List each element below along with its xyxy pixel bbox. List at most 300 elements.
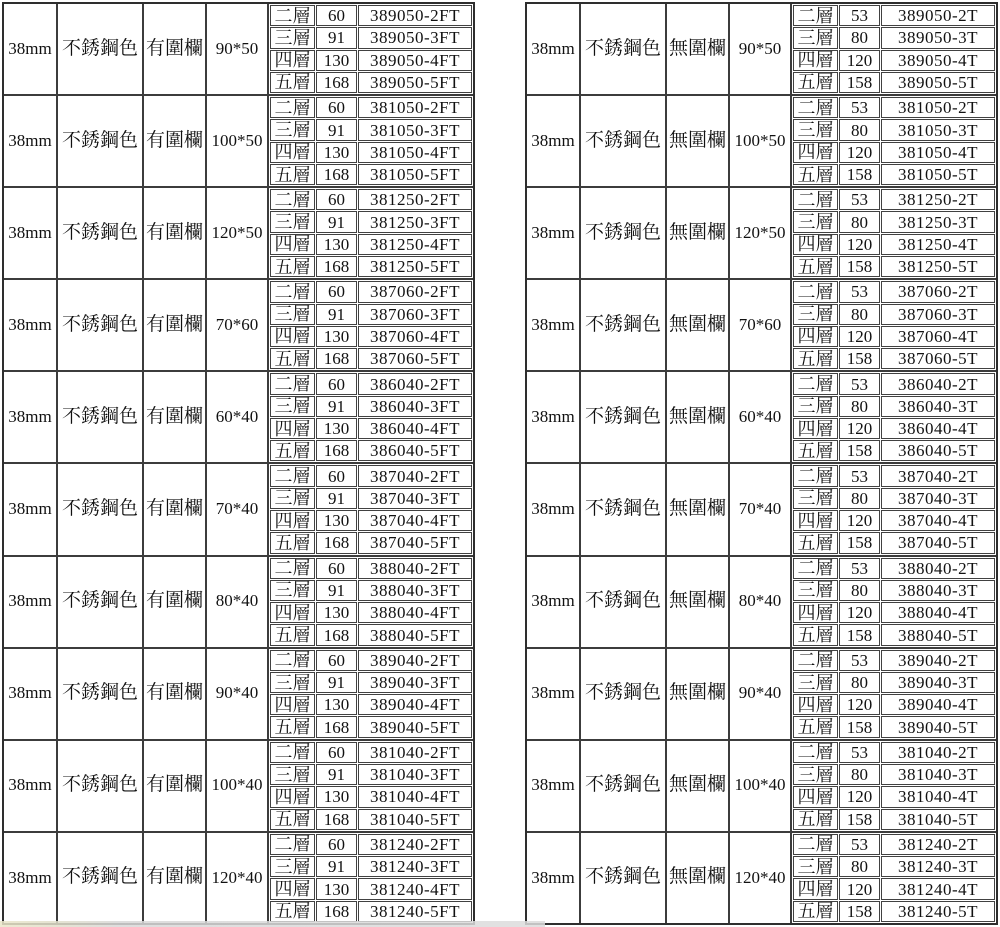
price-cell: 158 (839, 716, 880, 737)
tier-cell: 二層 (270, 742, 315, 763)
code-cell: 387060-4T (881, 326, 995, 347)
size-cell: 100*50 (730, 96, 792, 186)
price-cell: 158 (839, 440, 880, 461)
thickness-cell: 38mm (4, 649, 58, 739)
thickness-cell: 38mm (527, 4, 581, 94)
code-cell: 381040-4T (881, 786, 995, 807)
thickness-cell: 38mm (4, 557, 58, 647)
code-cell: 381240-4FT (358, 878, 472, 899)
price-cell: 60 (316, 558, 357, 579)
tier-cell: 四層 (270, 602, 315, 623)
color-cell: 不銹鋼色 (581, 96, 667, 186)
tier-cell: 五層 (270, 809, 315, 830)
code-cell: 381050-5FT (358, 164, 472, 185)
size-cell: 100*40 (207, 741, 269, 831)
code-cell: 381240-5FT (358, 901, 472, 922)
price-cell: 91 (316, 856, 357, 877)
tier-cell: 二層 (793, 97, 838, 118)
price-cell: 120 (839, 694, 880, 715)
code-cell: 386040-4T (881, 418, 995, 439)
price-cell: 168 (316, 72, 357, 93)
tier-cell: 二層 (270, 5, 315, 26)
size-cell: 120*40 (730, 833, 792, 923)
color-cell: 不銹鋼色 (58, 741, 144, 831)
table-row-group (4, 741, 473, 833)
size-cell: 90*50 (730, 4, 792, 94)
price-cell: 91 (316, 304, 357, 325)
tier-cell: 二層 (270, 650, 315, 671)
code-cell: 381040-2T (881, 742, 995, 763)
price-cell: 168 (316, 440, 357, 461)
price-cell: 53 (839, 742, 880, 763)
code-cell: 389040-3T (881, 672, 995, 693)
thickness-cell: 38mm (527, 188, 581, 278)
size-cell: 90*40 (207, 649, 269, 739)
tier-cell: 四層 (270, 234, 315, 255)
table-row-group (4, 464, 473, 556)
fence-cell: 無圍欄 (667, 372, 730, 462)
thickness-cell: 38mm (4, 4, 58, 94)
thickness-cell: 38mm (4, 280, 58, 370)
table-row-group (527, 188, 996, 280)
tier-cell: 五層 (270, 624, 315, 645)
thickness-cell: 38mm (527, 557, 581, 647)
color-cell: 不銹鋼色 (581, 833, 667, 923)
table-row-group (4, 833, 473, 923)
tier-subtable (792, 372, 996, 462)
code-cell: 381050-4FT (358, 142, 472, 163)
price-cell: 120 (839, 50, 880, 71)
code-cell: 381250-5T (881, 256, 995, 277)
code-cell: 389040-3FT (358, 672, 472, 693)
code-cell: 388040-4T (881, 602, 995, 623)
price-cell: 158 (839, 624, 880, 645)
price-cell: 168 (316, 624, 357, 645)
tier-cell: 四層 (793, 234, 838, 255)
price-cell: 80 (839, 672, 880, 693)
price-cell: 53 (839, 834, 880, 855)
table-row-group (527, 280, 996, 372)
color-cell: 不銹鋼色 (58, 464, 144, 554)
thickness-cell: 38mm (527, 96, 581, 186)
code-cell: 387060-5FT (358, 348, 472, 369)
code-cell: 388040-5FT (358, 624, 472, 645)
tier-cell: 四層 (793, 878, 838, 899)
price-cell: 158 (839, 901, 880, 922)
price-cell: 80 (839, 119, 880, 140)
tier-cell: 五層 (270, 348, 315, 369)
tier-cell: 二層 (270, 834, 315, 855)
color-cell: 不銹鋼色 (58, 96, 144, 186)
code-cell: 387060-2T (881, 281, 995, 302)
price-cell: 60 (316, 465, 357, 486)
price-cell: 120 (839, 786, 880, 807)
fence-cell: 有圍欄 (144, 557, 207, 647)
thickness-cell: 38mm (4, 464, 58, 554)
code-cell: 389050-2T (881, 5, 995, 26)
code-cell: 388040-3T (881, 580, 995, 601)
price-cell: 91 (316, 396, 357, 417)
fence-cell: 有圍欄 (144, 188, 207, 278)
size-cell: 80*40 (207, 557, 269, 647)
tier-cell: 四層 (793, 786, 838, 807)
code-cell: 381240-2T (881, 834, 995, 855)
tier-cell: 三層 (793, 119, 838, 140)
tier-cell: 三層 (793, 27, 838, 48)
price-cell: 91 (316, 488, 357, 509)
code-cell: 381240-3FT (358, 856, 472, 877)
tier-cell: 二層 (270, 373, 315, 394)
price-cell: 130 (316, 602, 357, 623)
size-cell: 100*40 (730, 741, 792, 831)
code-cell: 381040-3FT (358, 764, 472, 785)
tier-cell: 四層 (793, 602, 838, 623)
thickness-cell: 38mm (527, 280, 581, 370)
price-cell: 130 (316, 326, 357, 347)
code-cell: 381040-4FT (358, 786, 472, 807)
tier-subtable (269, 833, 473, 923)
color-cell: 不銹鋼色 (581, 4, 667, 94)
code-cell: 388040-4FT (358, 602, 472, 623)
price-cell: 60 (316, 650, 357, 671)
fence-cell: 無圍欄 (667, 188, 730, 278)
tier-cell: 二層 (793, 189, 838, 210)
thickness-cell: 38mm (527, 464, 581, 554)
code-cell: 381050-4T (881, 142, 995, 163)
tier-cell: 二層 (793, 5, 838, 26)
code-cell: 387060-4FT (358, 326, 472, 347)
table-row-group (527, 741, 996, 833)
fence-cell: 有圍欄 (144, 280, 207, 370)
code-cell: 388040-2FT (358, 558, 472, 579)
code-cell: 387040-4FT (358, 510, 472, 531)
tier-cell: 四層 (793, 694, 838, 715)
code-cell: 387040-3T (881, 488, 995, 509)
code-cell: 386040-3T (881, 396, 995, 417)
tier-cell: 五層 (793, 716, 838, 737)
size-cell: 70*60 (730, 280, 792, 370)
tier-cell: 四層 (793, 510, 838, 531)
price-cell: 120 (839, 878, 880, 899)
table-row-group (4, 372, 473, 464)
tier-cell: 三層 (270, 119, 315, 140)
tier-cell: 三層 (793, 580, 838, 601)
tier-cell: 二層 (270, 281, 315, 302)
size-cell: 70*40 (207, 464, 269, 554)
thickness-cell: 38mm (527, 741, 581, 831)
price-cell: 158 (839, 256, 880, 277)
code-cell: 381050-5T (881, 164, 995, 185)
code-cell: 381240-4T (881, 878, 995, 899)
tier-cell: 五層 (793, 164, 838, 185)
tier-cell: 四層 (270, 50, 315, 71)
tier-cell: 五層 (793, 532, 838, 553)
price-cell: 80 (839, 211, 880, 232)
tier-cell: 四層 (270, 878, 315, 899)
color-cell: 不銹鋼色 (581, 557, 667, 647)
code-cell: 387040-4T (881, 510, 995, 531)
thickness-cell: 38mm (4, 833, 58, 923)
tier-cell: 二層 (793, 650, 838, 671)
tier-subtable (792, 188, 996, 278)
tier-cell: 五層 (270, 532, 315, 553)
code-cell: 389050-5T (881, 72, 995, 93)
price-cell: 53 (839, 281, 880, 302)
size-cell: 70*40 (730, 464, 792, 554)
price-cell: 80 (839, 764, 880, 785)
tier-subtable (792, 649, 996, 739)
price-cell: 120 (839, 326, 880, 347)
color-cell: 不銹鋼色 (581, 649, 667, 739)
code-cell: 389040-4T (881, 694, 995, 715)
color-cell: 不銹鋼色 (581, 280, 667, 370)
code-cell: 387040-5FT (358, 532, 472, 553)
code-cell: 387060-2FT (358, 281, 472, 302)
color-cell: 不銹鋼色 (581, 372, 667, 462)
tier-cell: 五層 (270, 72, 315, 93)
tier-subtable (792, 557, 996, 647)
code-cell: 389050-3T (881, 27, 995, 48)
size-cell: 60*40 (730, 372, 792, 462)
code-cell: 388040-5T (881, 624, 995, 645)
tier-cell: 三層 (270, 856, 315, 877)
price-cell: 158 (839, 348, 880, 369)
thickness-cell: 38mm (527, 649, 581, 739)
tier-cell: 二層 (793, 558, 838, 579)
size-cell: 60*40 (207, 372, 269, 462)
price-cell: 168 (316, 809, 357, 830)
table-row-group (527, 96, 996, 188)
price-cell: 130 (316, 418, 357, 439)
code-cell: 389040-2T (881, 650, 995, 671)
tier-cell: 五層 (793, 624, 838, 645)
tier-cell: 五層 (793, 440, 838, 461)
code-cell: 388040-3FT (358, 580, 472, 601)
price-cell: 158 (839, 809, 880, 830)
fence-cell: 無圍欄 (667, 833, 730, 923)
code-cell: 389050-2FT (358, 5, 472, 26)
price-cell: 60 (316, 189, 357, 210)
price-cell: 120 (839, 142, 880, 163)
tier-cell: 五層 (793, 901, 838, 922)
price-cell: 168 (316, 532, 357, 553)
price-cell: 158 (839, 164, 880, 185)
tier-cell: 三層 (793, 304, 838, 325)
price-cell: 91 (316, 672, 357, 693)
color-cell: 不銹鋼色 (58, 372, 144, 462)
code-cell: 386040-2T (881, 373, 995, 394)
code-cell: 389040-2FT (358, 650, 472, 671)
tier-cell: 二層 (793, 373, 838, 394)
tier-cell: 三層 (793, 764, 838, 785)
thickness-cell: 38mm (527, 372, 581, 462)
fence-cell: 無圍欄 (667, 464, 730, 554)
size-cell: 120*40 (207, 833, 269, 923)
price-cell: 158 (839, 72, 880, 93)
tier-subtable (269, 96, 473, 186)
price-cell: 168 (316, 901, 357, 922)
price-cell: 80 (839, 580, 880, 601)
tier-cell: 二層 (270, 189, 315, 210)
tier-cell: 三層 (793, 856, 838, 877)
tier-cell: 四層 (270, 418, 315, 439)
price-cell: 130 (316, 694, 357, 715)
tier-cell: 五層 (270, 901, 315, 922)
table-row-group (4, 4, 473, 96)
price-cell: 91 (316, 211, 357, 232)
price-cell: 60 (316, 373, 357, 394)
tier-cell: 五層 (270, 440, 315, 461)
tier-subtable (792, 4, 996, 94)
tier-cell: 四層 (793, 50, 838, 71)
code-cell: 381050-2FT (358, 97, 472, 118)
price-cell: 130 (316, 786, 357, 807)
fence-cell: 有圍欄 (144, 741, 207, 831)
price-cell: 120 (839, 234, 880, 255)
tier-cell: 四層 (793, 418, 838, 439)
tier-cell: 四層 (793, 142, 838, 163)
tier-subtable (269, 188, 473, 278)
thickness-cell: 38mm (4, 741, 58, 831)
fence-cell: 有圍欄 (144, 464, 207, 554)
price-cell: 130 (316, 234, 357, 255)
thickness-cell: 38mm (527, 833, 581, 923)
table-row-group (527, 372, 996, 464)
price-cell: 130 (316, 510, 357, 531)
tier-cell: 五層 (270, 716, 315, 737)
price-cell: 53 (839, 373, 880, 394)
code-cell: 389050-4T (881, 50, 995, 71)
tier-cell: 四層 (270, 326, 315, 347)
size-cell: 120*50 (207, 188, 269, 278)
price-cell: 91 (316, 764, 357, 785)
price-cell: 80 (839, 396, 880, 417)
color-cell: 不銹鋼色 (58, 280, 144, 370)
tier-cell: 五層 (270, 164, 315, 185)
price-cell: 130 (316, 878, 357, 899)
price-cell: 60 (316, 281, 357, 302)
tier-cell: 五層 (793, 256, 838, 277)
price-cell: 168 (316, 716, 357, 737)
tier-subtable (792, 833, 996, 923)
price-cell: 120 (839, 602, 880, 623)
table-row-group (527, 649, 996, 741)
color-cell: 不銹鋼色 (58, 188, 144, 278)
code-cell: 381040-5FT (358, 809, 472, 830)
price-cell: 168 (316, 164, 357, 185)
tier-cell: 三層 (270, 211, 315, 232)
tier-cell: 四層 (793, 326, 838, 347)
price-cell: 60 (316, 5, 357, 26)
tier-cell: 三層 (793, 672, 838, 693)
color-cell: 不銹鋼色 (581, 188, 667, 278)
code-cell: 381250-2FT (358, 189, 472, 210)
tier-cell: 五層 (793, 809, 838, 830)
tier-cell: 二層 (793, 834, 838, 855)
tier-subtable (269, 741, 473, 831)
tier-cell: 三層 (270, 27, 315, 48)
price-cell: 130 (316, 142, 357, 163)
fence-cell: 無圍欄 (667, 557, 730, 647)
fence-cell: 有圍欄 (144, 372, 207, 462)
tier-cell: 三層 (270, 304, 315, 325)
price-cell: 53 (839, 5, 880, 26)
code-cell: 381250-5FT (358, 256, 472, 277)
fence-cell: 有圍欄 (144, 96, 207, 186)
size-cell: 80*40 (730, 557, 792, 647)
tier-cell: 五層 (793, 348, 838, 369)
code-cell: 387040-5T (881, 532, 995, 553)
table-row-group (527, 557, 996, 649)
code-cell: 389040-4FT (358, 694, 472, 715)
code-cell: 389050-4FT (358, 50, 472, 71)
size-cell: 100*50 (207, 96, 269, 186)
tier-cell: 三層 (270, 764, 315, 785)
tier-cell: 三層 (270, 580, 315, 601)
code-cell: 386040-5T (881, 440, 995, 461)
price-cell: 158 (839, 532, 880, 553)
tier-cell: 四層 (270, 786, 315, 807)
price-cell: 120 (839, 510, 880, 531)
price-cell: 80 (839, 27, 880, 48)
code-cell: 381250-3T (881, 211, 995, 232)
code-cell: 386040-5FT (358, 440, 472, 461)
code-cell: 381050-2T (881, 97, 995, 118)
code-cell: 387060-5T (881, 348, 995, 369)
code-cell: 381040-5T (881, 809, 995, 830)
tier-cell: 四層 (270, 142, 315, 163)
tier-cell: 三層 (793, 396, 838, 417)
tier-subtable (792, 96, 996, 186)
price-cell: 80 (839, 488, 880, 509)
tier-cell: 二層 (270, 465, 315, 486)
tier-subtable (792, 741, 996, 831)
price-cell: 168 (316, 256, 357, 277)
price-cell: 60 (316, 834, 357, 855)
color-cell: 不銹鋼色 (581, 741, 667, 831)
tier-subtable (269, 4, 473, 94)
fence-cell: 無圍欄 (667, 96, 730, 186)
price-cell: 53 (839, 558, 880, 579)
fence-cell: 無圍欄 (667, 649, 730, 739)
code-cell: 381240-3T (881, 856, 995, 877)
size-cell: 90*50 (207, 4, 269, 94)
tier-subtable (269, 280, 473, 370)
code-cell: 381250-2T (881, 189, 995, 210)
tier-subtable (792, 464, 996, 554)
table-row-group (527, 464, 996, 556)
tier-subtable (269, 557, 473, 647)
code-cell: 389050-5FT (358, 72, 472, 93)
color-cell: 不銹鋼色 (58, 557, 144, 647)
fence-cell: 有圍欄 (144, 4, 207, 94)
price-cell: 53 (839, 465, 880, 486)
code-cell: 388040-2T (881, 558, 995, 579)
tier-cell: 二層 (270, 97, 315, 118)
table-row-group (527, 4, 996, 96)
table-row-group (4, 557, 473, 649)
tier-cell: 五層 (793, 72, 838, 93)
tier-cell: 二層 (793, 742, 838, 763)
fence-cell: 有圍欄 (144, 833, 207, 923)
price-cell: 120 (839, 418, 880, 439)
color-cell: 不銹鋼色 (58, 649, 144, 739)
code-cell: 381040-3T (881, 764, 995, 785)
price-cell: 60 (316, 97, 357, 118)
code-cell: 386040-3FT (358, 396, 472, 417)
size-cell: 70*60 (207, 280, 269, 370)
thickness-cell: 38mm (4, 188, 58, 278)
